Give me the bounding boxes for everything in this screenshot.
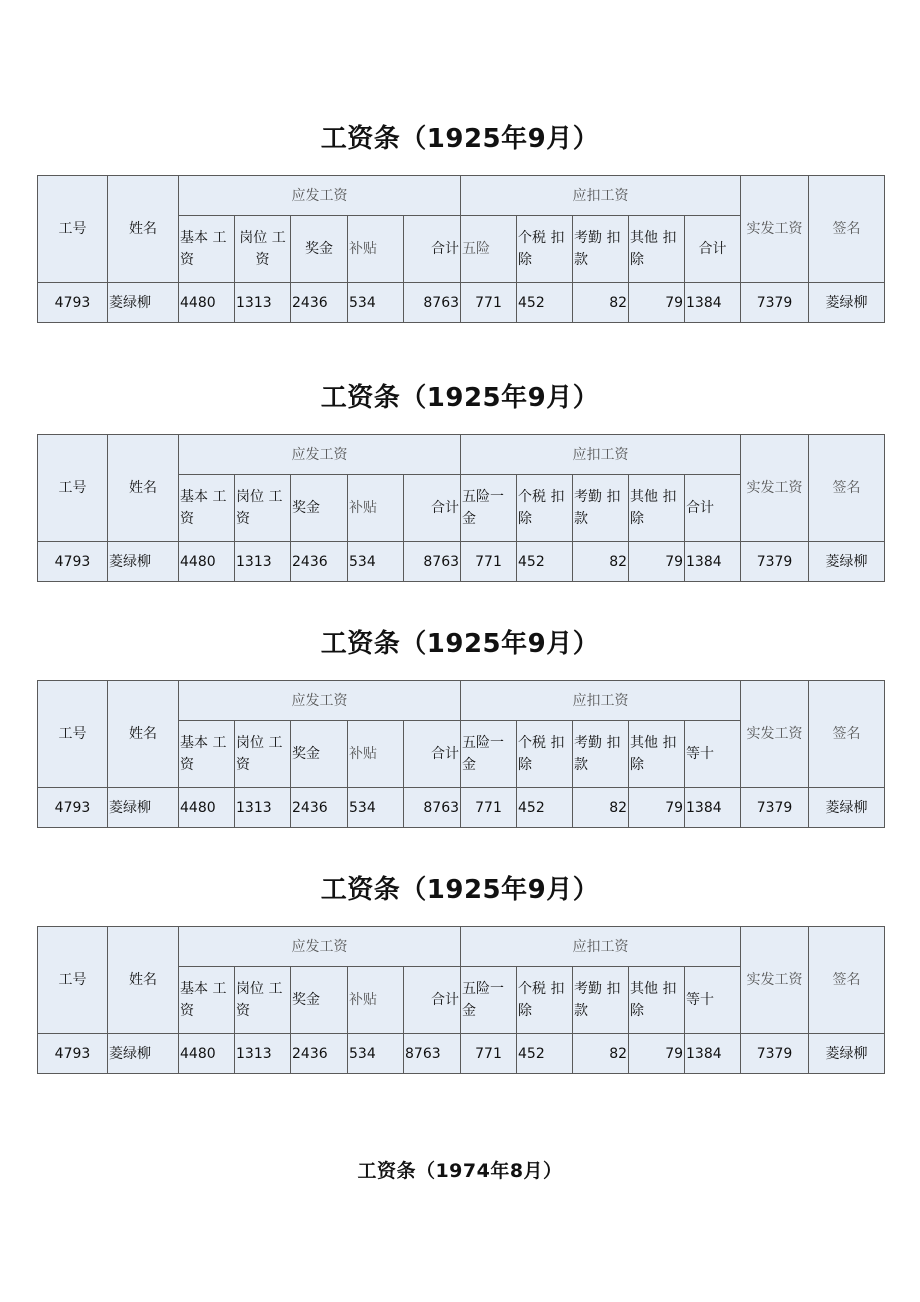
cell-signature: 菱绿柳 bbox=[809, 1034, 885, 1074]
header-net-pay: 实发工资 bbox=[741, 176, 809, 283]
cell-net-pay: 7379 bbox=[741, 283, 809, 323]
header-attendance-deduction: 考勤 扣款 bbox=[573, 967, 629, 1034]
cell-employee-id: 4793 bbox=[38, 283, 108, 323]
cell-allowance: 534 bbox=[348, 283, 404, 323]
header-deductions-group: 应扣工资 bbox=[461, 927, 741, 967]
cell-deductions-total: 1384 bbox=[685, 283, 741, 323]
cell-tax-deduction: 452 bbox=[517, 788, 573, 828]
payslip-table bbox=[37, 926, 885, 1074]
header-base-pay: 基本 工资 bbox=[179, 475, 235, 542]
cell-base-pay: 4480 bbox=[179, 788, 235, 828]
payslip-table bbox=[37, 680, 885, 828]
cell-social-insurance: 771 bbox=[461, 542, 517, 582]
cell-deductions-total: 1384 bbox=[685, 1034, 741, 1074]
header-other-deduction: 其他 扣除 bbox=[629, 967, 685, 1034]
header-name: 姓名 bbox=[108, 681, 179, 788]
cell-signature: 菱绿柳 bbox=[809, 788, 885, 828]
cell-allowance: 534 bbox=[348, 1034, 404, 1074]
cell-deductions-total: 1384 bbox=[685, 788, 741, 828]
cell-employee-id: 4793 bbox=[38, 1034, 108, 1074]
header-deductions-group: 应扣工资 bbox=[461, 435, 741, 475]
cell-tax-deduction: 452 bbox=[517, 542, 573, 582]
slip-title: 工资条（1925年9月） bbox=[320, 629, 600, 659]
cell-bonus: 2436 bbox=[291, 283, 348, 323]
header-employee-id: 工号 bbox=[38, 176, 108, 283]
header-social-insurance: 五险一金 bbox=[461, 967, 517, 1034]
header-other-deduction: 其他 扣除 bbox=[629, 216, 685, 283]
header-employee-id: 工号 bbox=[38, 435, 108, 542]
header-bonus: 奖金 bbox=[291, 475, 348, 542]
header-earnings-group: 应发工资 bbox=[179, 927, 461, 967]
cell-signature: 菱绿柳 bbox=[809, 542, 885, 582]
cell-name: 菱绿柳 bbox=[108, 1034, 179, 1074]
slip-title: 工资条（1925年9月） bbox=[320, 383, 600, 413]
header-earnings-group: 应发工资 bbox=[179, 176, 461, 216]
cell-attendance-deduction: 82 bbox=[573, 788, 629, 828]
cell-net-pay: 7379 bbox=[741, 1034, 809, 1074]
header-earnings-group: 应发工资 bbox=[179, 681, 461, 721]
header-allowance: 补贴 bbox=[348, 967, 404, 1034]
header-attendance-deduction: 考勤 扣款 bbox=[573, 216, 629, 283]
header-bonus: 奖金 bbox=[291, 967, 348, 1034]
cell-earnings-total: 8763 bbox=[404, 542, 461, 582]
header-position-pay: 岗位 工资 bbox=[235, 721, 291, 788]
cell-position-pay: 1313 bbox=[235, 283, 291, 323]
header-deductions-group: 应扣工资 bbox=[461, 176, 741, 216]
header-bonus: 奖金 bbox=[291, 216, 348, 283]
cell-signature: 菱绿柳 bbox=[809, 283, 885, 323]
cell-allowance: 534 bbox=[348, 542, 404, 582]
cell-position-pay: 1313 bbox=[235, 788, 291, 828]
header-deductions-total: 等十 bbox=[685, 721, 741, 788]
cell-bonus: 2436 bbox=[291, 1034, 348, 1074]
cell-bonus: 2436 bbox=[291, 542, 348, 582]
cell-base-pay: 4480 bbox=[179, 283, 235, 323]
header-allowance: 补贴 bbox=[348, 475, 404, 542]
cell-base-pay: 4480 bbox=[179, 1034, 235, 1074]
cell-employee-id: 4793 bbox=[38, 788, 108, 828]
header-tax-deduction: 个税 扣除 bbox=[517, 967, 573, 1034]
header-tax-deduction: 个税 扣除 bbox=[517, 721, 573, 788]
cell-bonus: 2436 bbox=[291, 788, 348, 828]
header-position-pay: 岗位 工资 bbox=[235, 967, 291, 1034]
cell-deductions-total: 1384 bbox=[685, 542, 741, 582]
header-bonus: 奖金 bbox=[291, 721, 348, 788]
cell-earnings-total: 8763 bbox=[404, 788, 461, 828]
header-signature: 签名 bbox=[809, 176, 885, 283]
header-net-pay: 实发工资 bbox=[741, 927, 809, 1034]
payslip-table bbox=[37, 175, 885, 323]
header-allowance: 补贴 bbox=[348, 721, 404, 788]
cell-position-pay: 1313 bbox=[235, 1034, 291, 1074]
header-attendance-deduction: 考勤 扣款 bbox=[573, 721, 629, 788]
header-earnings-total: 合计 bbox=[404, 475, 461, 542]
header-signature: 签名 bbox=[809, 927, 885, 1034]
cell-earnings-total: 8763 bbox=[404, 283, 461, 323]
header-deductions-total: 合计 bbox=[685, 475, 741, 542]
cell-social-insurance: 771 bbox=[461, 283, 517, 323]
header-attendance-deduction: 考勤 扣款 bbox=[573, 475, 629, 542]
cell-attendance-deduction: 82 bbox=[573, 283, 629, 323]
cell-social-insurance: 771 bbox=[461, 1034, 517, 1074]
cell-earnings-total: 8763 bbox=[404, 1034, 461, 1074]
cell-other-deduction: 79 bbox=[629, 1034, 685, 1074]
header-name: 姓名 bbox=[108, 927, 179, 1034]
payslip-table bbox=[37, 434, 885, 582]
header-position-pay: 岗位 工资 bbox=[235, 216, 291, 283]
header-employee-id: 工号 bbox=[38, 927, 108, 1034]
header-deductions-total: 合计 bbox=[685, 216, 741, 283]
header-social-insurance: 五险一金 bbox=[461, 475, 517, 542]
cell-name: 菱绿柳 bbox=[108, 283, 179, 323]
header-tax-deduction: 个税 扣除 bbox=[517, 216, 573, 283]
header-net-pay: 实发工资 bbox=[741, 435, 809, 542]
footer-title: 工资条（1974年8月） bbox=[357, 1160, 563, 1182]
header-name: 姓名 bbox=[108, 176, 179, 283]
cell-attendance-deduction: 82 bbox=[573, 1034, 629, 1074]
cell-tax-deduction: 452 bbox=[517, 1034, 573, 1074]
cell-other-deduction: 79 bbox=[629, 788, 685, 828]
cell-other-deduction: 79 bbox=[629, 542, 685, 582]
cell-attendance-deduction: 82 bbox=[573, 542, 629, 582]
cell-net-pay: 7379 bbox=[741, 788, 809, 828]
header-deductions-total: 等十 bbox=[685, 967, 741, 1034]
cell-name: 菱绿柳 bbox=[108, 788, 179, 828]
cell-net-pay: 7379 bbox=[741, 542, 809, 582]
slip-title: 工资条（1925年9月） bbox=[320, 124, 600, 154]
header-base-pay: 基本 工资 bbox=[179, 721, 235, 788]
cell-other-deduction: 79 bbox=[629, 283, 685, 323]
cell-employee-id: 4793 bbox=[38, 542, 108, 582]
header-name: 姓名 bbox=[108, 435, 179, 542]
header-earnings-total: 合计 bbox=[404, 216, 461, 283]
header-employee-id: 工号 bbox=[38, 681, 108, 788]
header-net-pay: 实发工资 bbox=[741, 681, 809, 788]
header-social-insurance: 五险一金 bbox=[461, 721, 517, 788]
cell-tax-deduction: 452 bbox=[517, 283, 573, 323]
header-tax-deduction: 个税 扣除 bbox=[517, 475, 573, 542]
header-social-insurance: 五险 bbox=[461, 216, 517, 283]
header-signature: 签名 bbox=[809, 435, 885, 542]
slip-title: 工资条（1925年9月） bbox=[320, 875, 600, 905]
header-base-pay: 基本 工资 bbox=[179, 967, 235, 1034]
cell-position-pay: 1313 bbox=[235, 542, 291, 582]
header-position-pay: 岗位 工资 bbox=[235, 475, 291, 542]
header-earnings-group: 应发工资 bbox=[179, 435, 461, 475]
header-other-deduction: 其他 扣除 bbox=[629, 721, 685, 788]
header-deductions-group: 应扣工资 bbox=[461, 681, 741, 721]
header-base-pay: 基本 工资 bbox=[179, 216, 235, 283]
cell-base-pay: 4480 bbox=[179, 542, 235, 582]
cell-allowance: 534 bbox=[348, 788, 404, 828]
header-allowance: 补贴 bbox=[348, 216, 404, 283]
header-earnings-total: 合计 bbox=[404, 967, 461, 1034]
cell-social-insurance: 771 bbox=[461, 788, 517, 828]
header-signature: 签名 bbox=[809, 681, 885, 788]
header-earnings-total: 合计 bbox=[404, 721, 461, 788]
cell-name: 菱绿柳 bbox=[108, 542, 179, 582]
header-other-deduction: 其他 扣除 bbox=[629, 475, 685, 542]
